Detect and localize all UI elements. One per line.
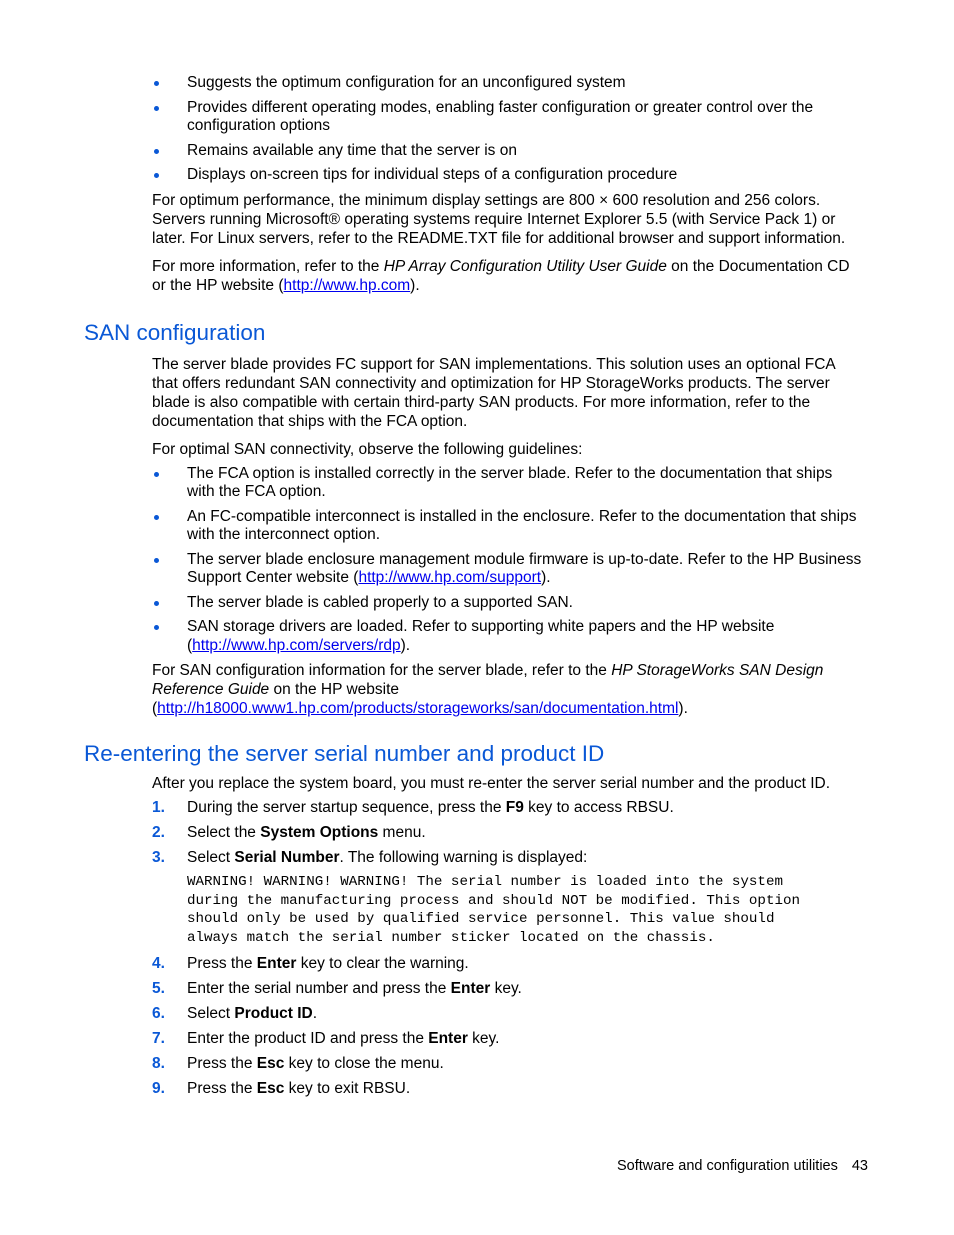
key-name: Esc (256, 1079, 285, 1097)
san-guidelines-intro: For optimal SAN connectivity, observe the following guidelines: (152, 440, 583, 458)
list-item: Provides different operating modes, enabling faster configuration or greater control over the configuration options (152, 99, 864, 136)
list-item: The server blade enclosure management module firmware is up-to-date. Refer to the HP Business Support Center website (http://www.hp.com/support). (152, 551, 864, 588)
step-item: 2. Select the System Options menu. (152, 824, 426, 841)
san-guidelines-list (152, 465, 864, 656)
san-documentation-link[interactable]: http://h18000.www1.hp.com/products/storageworks/san/documentation.html (157, 700, 679, 717)
list-item: Suggests the optimum configuration for an unconfigured system (152, 74, 864, 93)
page-number: 43 (851, 1158, 868, 1174)
step-item: 7. Enter the product ID and press the Enter key. (152, 1029, 500, 1047)
bullet-icon (154, 625, 159, 630)
step-number: 6. (152, 1004, 165, 1022)
option-name: Serial Number (234, 849, 340, 866)
bullet-icon (154, 472, 159, 477)
performance-paragraph: For optimum performance, the minimum display settings are 800 × 600 resolution and 256 colors. Servers running Microsoft® operating systems require Internet Explorer 5.5 (with Service Pack 1) or later. For Linux servers, refer to the README.TXT file for additional browser and support information. (152, 191, 846, 247)
step-number: 2. (152, 824, 165, 841)
step-item: 6. Select Product ID. (152, 1004, 318, 1022)
more-info-paragraph: For more information, refer to the HP Array Configuration Utility User Guide on the Documentation CD or the HP website (http://www.hp.com). (152, 257, 850, 294)
warning-message: WARNING! WARNING! WARNING! The serial number is loaded into the system during the manufacturing process and should NOT be modified. This option should only be used by qualified service personnel. This value should always match the serial number sticker located on the chassis. (187, 874, 800, 947)
key-name: F9 (505, 799, 524, 816)
step-number: 9. (152, 1079, 165, 1097)
step-item: 9. Press the Esc key to exit RBSU. (152, 1079, 411, 1097)
step-number: 8. (152, 1054, 165, 1072)
reenter-serial-heading: Re-entering the server serial number and product ID (84, 741, 605, 766)
list-item: An FC-compatible interconnect is installed in the enclosure. Refer to the documentation that ships with the interconnect option. (152, 508, 864, 545)
step-item: 5. Enter the serial number and press the Enter key. (152, 979, 522, 997)
san-configuration-heading: SAN configuration (84, 319, 266, 345)
step-number: 5. (152, 979, 165, 997)
step-number: 1. (152, 799, 165, 816)
key-name: Enter (428, 1029, 468, 1047)
key-name: Esc (256, 1054, 285, 1072)
guide-title: HP Array Configuration Utility User Guide (383, 257, 667, 275)
reenter-steps-list (152, 798, 864, 1098)
reenter-intro: After you replace the system board, you must re-enter the server serial number and the product ID. (152, 775, 831, 792)
list-item: Displays on-screen tips for individual steps of a configuration procedure (152, 166, 864, 185)
list-item: The FCA option is installed correctly in the server blade. Refer to the documentation that ships with the FCA option. (152, 465, 864, 502)
bullet-icon (154, 558, 159, 563)
hp-servers-rdp-link[interactable]: http://www.hp.com/servers/rdp (192, 636, 401, 654)
list-item: The server blade is cabled properly to a supported SAN. (152, 594, 864, 613)
bullet-icon (154, 515, 159, 520)
key-name: Enter (256, 954, 297, 972)
step-item: 3. Select Serial Number. The following warning is displayed: WARNING! WARNING! WARNING! The serial number is loaded into the system during the manufacturing process and should NOT be modified. This option should only be used by qualified service personnel. This value should always match the serial number sticker located on the chassis. (152, 848, 864, 948)
san-closing-paragraph: For SAN configuration information for the server blade, refer to the HP StorageWorks SAN Design Reference Guide on the HP website (http://h18000.www1.hp.com/products/storageworks/san/documentation.html). (152, 662, 824, 717)
step-item: 8. Press the Esc key to close the menu. (152, 1054, 444, 1072)
list-item: Remains available any time that the server is on (152, 142, 864, 161)
page-footer (617, 1158, 868, 1174)
san-intro-paragraph: The server blade provides FC support for SAN implementations. This solution uses an optional FCA that offers redundant SAN connectivity and optimization for HP StorageWorks products. The server blade is also compatible with certain third-party SAN products. For more information, refer to the documentation that ships with the FCA option. (152, 355, 835, 430)
bullet-icon (154, 601, 159, 606)
hp-website-link[interactable]: http://www.hp.com (283, 276, 411, 294)
bullet-icon (154, 106, 159, 111)
footer-section-title: Software and configuration utilities (617, 1158, 838, 1174)
bullet-icon (154, 81, 159, 86)
step-number: 4. (152, 954, 165, 972)
step-item: 1. During the server startup sequence, press the F9 key to access RBSU. (152, 799, 674, 816)
menu-name: System Options (260, 824, 379, 841)
key-name: Enter (450, 979, 491, 997)
list-item: SAN storage drivers are loaded. Refer to supporting white papers and the HP website (http://www.hp.com/servers/rdp). (152, 618, 864, 655)
intro-bullet-list (152, 74, 864, 185)
hp-support-link[interactable]: http://www.hp.com/support (358, 569, 542, 586)
option-name: Product ID (234, 1004, 313, 1022)
step-number: 7. (152, 1029, 165, 1047)
bullet-icon (154, 149, 159, 154)
bullet-icon (154, 173, 159, 178)
page-content (84, 74, 864, 1104)
step-number: 3. (152, 849, 165, 866)
step-item: 4. Press the Enter key to clear the warning. (152, 954, 469, 972)
guide-title: HP StorageWorks SAN Design Reference Guide (152, 662, 824, 698)
